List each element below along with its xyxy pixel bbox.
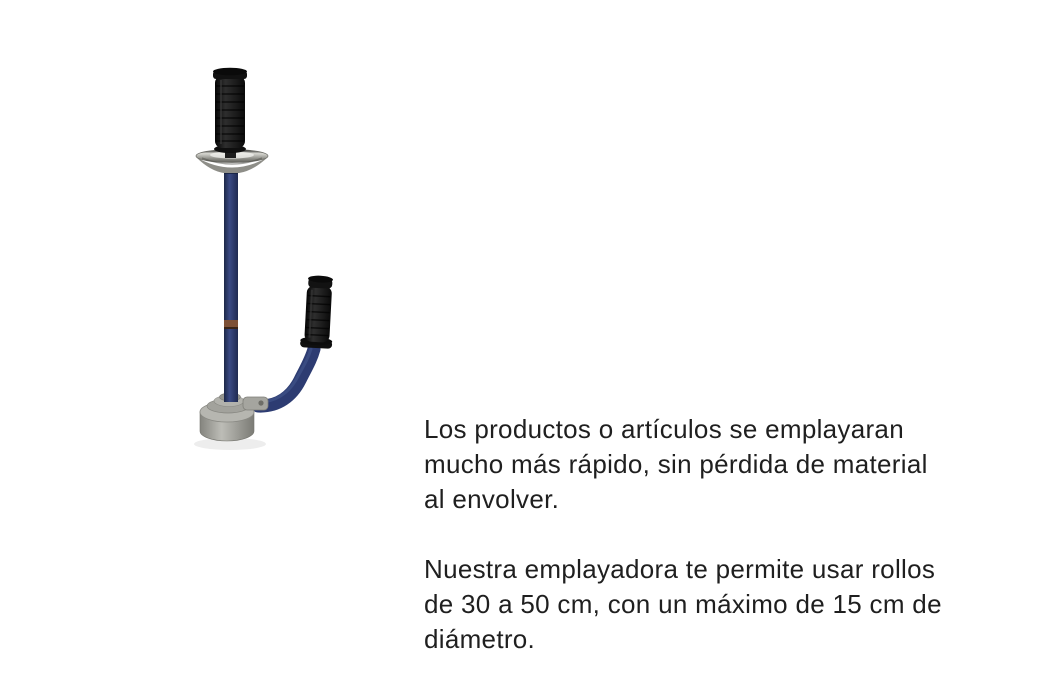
- description-paragraph-1: [424, 412, 1014, 517]
- product-description: [424, 412, 1014, 657]
- description-line: diámetro.: [424, 624, 536, 654]
- arm-clamp: [243, 397, 268, 410]
- pole: [224, 168, 238, 402]
- description-line: mucho más rápido, sin pérdida de material: [424, 449, 928, 479]
- copper-joint-band: [224, 320, 238, 329]
- side-grip-handle: [300, 275, 336, 349]
- product-photo: [130, 50, 430, 470]
- description-line: Los productos o artículos se emplayaran: [424, 414, 904, 444]
- emplayadora-illustration: [130, 50, 430, 470]
- description-line: Nuestra emplayadora te permite usar rollos: [424, 554, 936, 584]
- description-line: de 30 a 50 cm, con un máximo de 15 cm de: [424, 589, 942, 619]
- description-paragraph-2: [424, 552, 1014, 657]
- top-grip-handle: [213, 68, 247, 158]
- description-line: al envolver.: [424, 484, 560, 514]
